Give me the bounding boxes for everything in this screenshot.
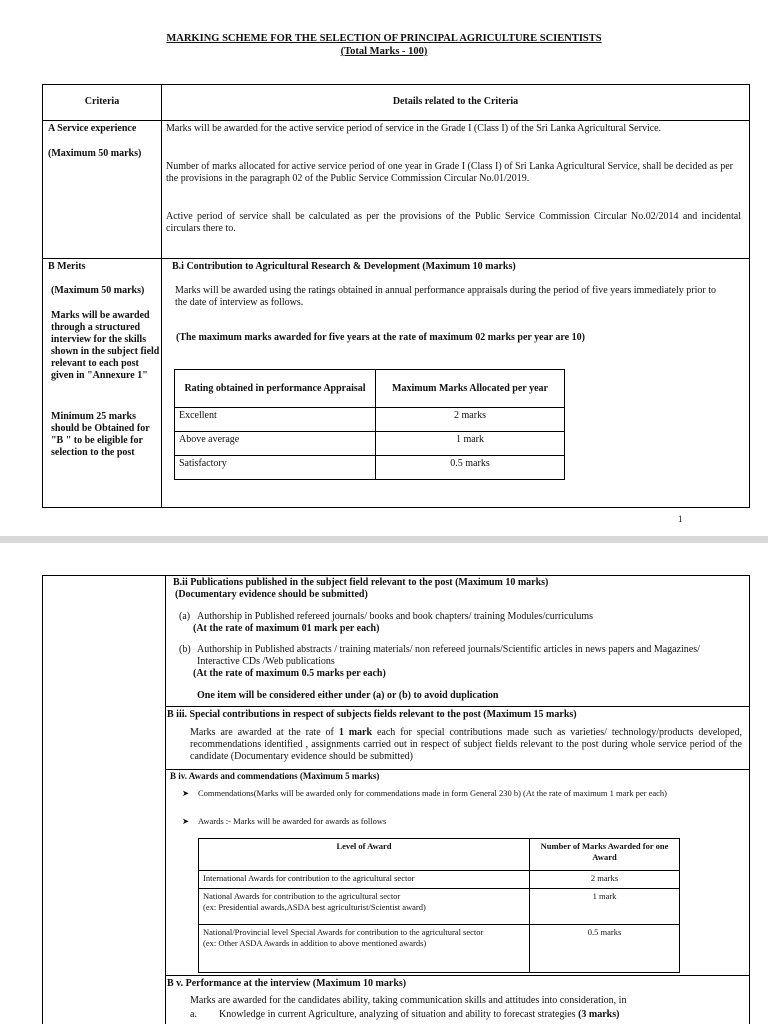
item-a-text: Authorship in Published refereed journals/ books and book chapters/ training Modules/curriculums (197, 611, 594, 622)
item-a-text-bv: Knowledge in current Agriculture, analyzing of situation and ability to forecast strategies (3 marks) (219, 1009, 620, 1020)
section-b-note-1: Marks will be awarded through a structured interview for the skills shown in the subject field relevant to each post given in "Annexure 1" (51, 310, 160, 381)
bullet-arrow-icon: ➤ (182, 816, 190, 826)
award-marks-cell: 1 mark (530, 889, 680, 925)
award-marks-cell: 0.5 marks (530, 925, 680, 973)
section-bi-max-note: (The maximum marks awarded for five years at the rate of maximum 02 marks per year are 10) (176, 332, 585, 343)
award-level-cell: National/Provincial level Special Awards for contribution to the agricultural sector (ex: Other ASDA Awards in addition to above mentioned awards) (199, 925, 530, 973)
section-biv-title: B iv. Awards and commendations (Maximum 5 marks) (170, 771, 380, 781)
section-bv-text: Marks are awarded for the candidates ability, taking communication skills and attitudes into consideration, in (190, 995, 627, 1006)
marks-cell: 0.5 marks (376, 456, 565, 480)
section-b-note-2: Minimum 25 marks should be Obtained for "B " to be eligible for selection to the post (51, 411, 150, 458)
item-b-text: Authorship in Published abstracts / training materials/ non refereed journals/Scientific articles in news papers and Magazines/ Interactive CDs /Web publications (197, 644, 700, 667)
section-bv-title: B v. Performance at the interview (Maximum 10 marks) (167, 978, 407, 989)
section-a-max: (Maximum 50 marks) (48, 148, 142, 159)
awards-text: Awards :- Marks will be awarded for awards as follows (198, 816, 387, 826)
section-bii-title: B.ii Publications published in the subject field relevant to the post (Maximum 10 marks) (173, 577, 549, 588)
section-b-label: B Merits (48, 261, 86, 272)
section-a-text-1: Marks will be awarded for the active service period of service in the Grade I (Class I) of the Sri Lanka Agricultural Service. (166, 123, 662, 134)
document-title: MARKING SCHEME FOR THE SELECTION OF PRINCIPAL AGRICULTURE SCIENTISTS (166, 33, 602, 44)
section-bi-text: Marks will be awarded using the ratings obtained in annual performance appraisals during the period of five years immediately prior to the date of interview as follows. (175, 285, 716, 308)
commendations-text: Commendations(Marks will be awarded only for commendations made in form General 230 b) (At the rate of maximum 1 mark per each) (198, 788, 668, 798)
section-biii-title: B iii. Special contributions in respect of subjects fields relevant to the post (Maximum 15 marks) (167, 709, 577, 720)
awards-table (198, 838, 680, 973)
item-b-rate: (At the rate of maximum 0.5 marks per each) (193, 668, 386, 679)
award-marks-header: Number of Marks Awarded for one Award (530, 839, 680, 871)
rating-cell: Above average (175, 432, 376, 456)
award-level-cell: National Awards for contribution to the agricultural sector (ex: Presidential awards,ASDA best agriculturist/Scientist award) (199, 889, 530, 925)
section-a-label: A Service experience (48, 123, 137, 134)
table-row (175, 456, 565, 480)
section-bi-title: B.i Contribution to Agricultural Research & Development (Maximum 10 marks) (172, 261, 516, 272)
section-b-max: (Maximum 50 marks) (51, 285, 145, 296)
marks-cell: 2 marks (376, 408, 565, 432)
item-a-label: (a) (179, 611, 191, 622)
marks-cell: 1 mark (376, 432, 565, 456)
bullet-arrow-icon: ➤ (182, 788, 190, 798)
table-row (199, 889, 680, 925)
rating-col-header: Rating obtained in performance Appraisal (175, 370, 376, 408)
table-row (199, 871, 680, 889)
section-biii-text: Marks are awarded at the rate of 1 mark each for special contributions made such as varieties/ technology/products developed, recommendations identified , assignments carried out in respect of subject fields relevant to the post during whole service period of the candidate (Documentary evidence should be submitted) (190, 727, 742, 762)
award-level-header: Level of Award (199, 839, 530, 871)
table-row (175, 408, 565, 432)
rating-cell: Satisfactory (175, 456, 376, 480)
rating-cell: Excellent (175, 408, 376, 432)
item-a-label-bv: a. (190, 1009, 197, 1020)
criteria-header: Criteria (84, 96, 120, 107)
document-page-2 (0, 543, 768, 1024)
marks-col-header: Maximum Marks Allocated per year (376, 370, 565, 408)
duplication-note: One item will be considered either under (a) or (b) to avoid duplication (197, 690, 499, 701)
table-row (175, 432, 565, 456)
document-subtitle: (Total Marks - 100) (340, 46, 428, 57)
section-a-text-3: Active period of service shall be calculated as per the provisions of the Public Service Commission Circular No.02/2014 and incidental circulars there to. (166, 211, 741, 234)
details-header: Details related to the Criteria (392, 96, 519, 107)
award-marks-cell: 2 marks (530, 871, 680, 889)
item-b-label: (b) (179, 644, 191, 655)
section-bii-note: (Documentary evidence should be submitted) (175, 589, 368, 600)
section-a-text-2: Number of marks allocated for active service period of one year in Grade I (Class I) of Sri Lanka Agricultural Service, shall be decided as per the provisions in the paragraph 02 of the Public Service Commission Circular No.01/2019. (166, 161, 734, 184)
rating-table (174, 369, 565, 480)
item-a-rate: (At the rate of maximum 01 mark per each) (193, 623, 380, 634)
page-number: 1 (678, 514, 683, 524)
table-row (199, 925, 680, 973)
award-level-cell: International Awards for contribution to the agricultural sector (199, 871, 530, 889)
